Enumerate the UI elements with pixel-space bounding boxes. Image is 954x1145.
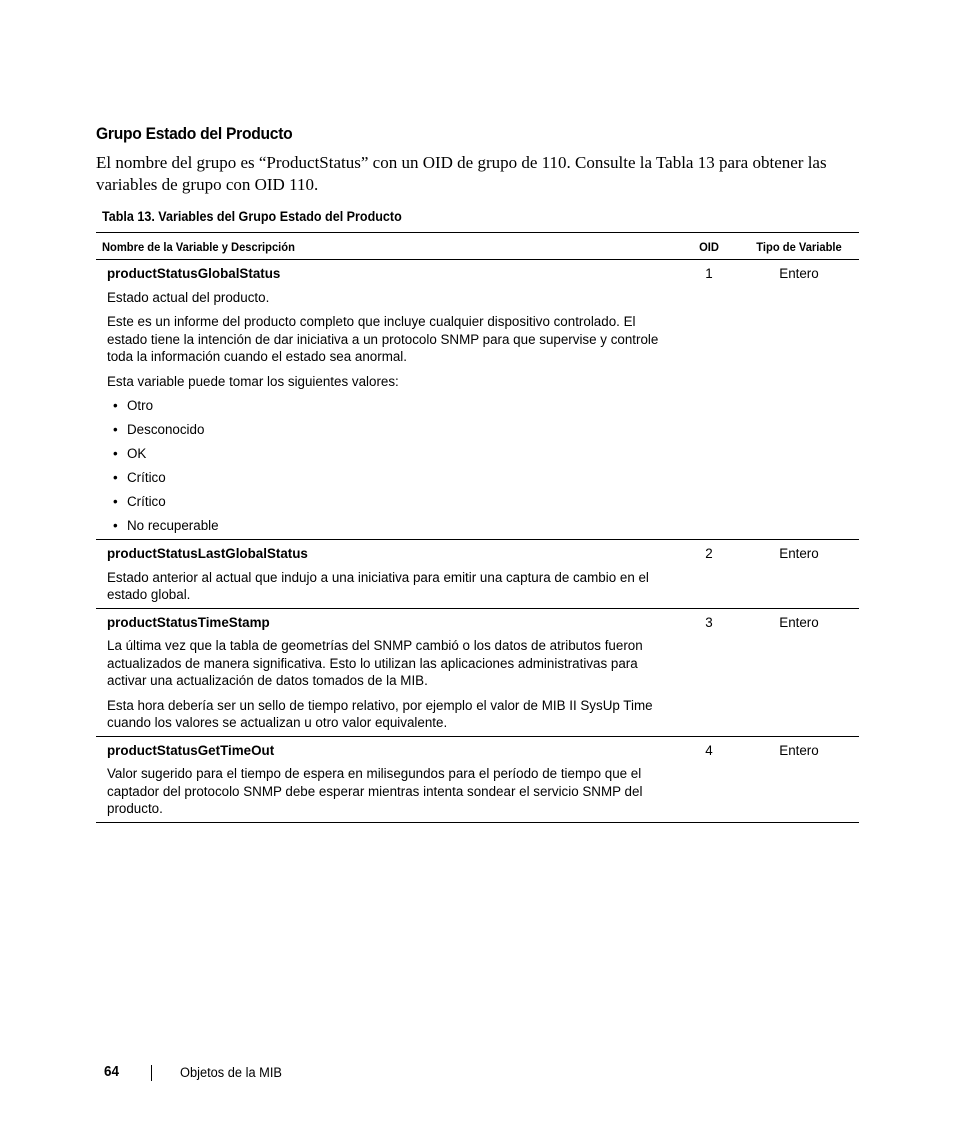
description-paragraph: Estado anterior al actual que indujo a una iniciativa para emitir una captura de cambio en el estado global. xyxy=(107,569,649,602)
row-oid: 2 xyxy=(705,546,713,561)
row-description xyxy=(107,265,667,535)
table-row xyxy=(96,540,859,609)
variables-table xyxy=(96,232,859,823)
list-item: • No recuperable xyxy=(107,517,667,535)
page-number: 64 xyxy=(104,1063,120,1080)
row-description xyxy=(107,742,667,818)
variable-name: productStatusTimeStamp xyxy=(107,614,270,630)
header-oid: OID xyxy=(699,240,719,254)
list-item: • Desconocido xyxy=(107,421,667,445)
row-type: Entero xyxy=(779,546,819,561)
description-paragraph: Este es un informe del producto completo que incluye cualquier dispositivo controlado. El estado tiene la intención de dar iniciativa a un protocolo SNMP para que supervise y controle toda la información cuando el estado sea anormal. xyxy=(107,314,659,364)
description-paragraph: Estado actual del producto. xyxy=(107,289,270,305)
table-row xyxy=(96,260,859,540)
variable-name: productStatusGlobalStatus xyxy=(107,266,281,281)
variable-name: productStatusGetTimeOut xyxy=(107,742,275,758)
list-item: • Crítico xyxy=(107,493,667,517)
list-item: • Otro xyxy=(107,397,667,421)
variable-name: productStatusLastGlobalStatus xyxy=(107,546,308,561)
footer-divider xyxy=(151,1065,152,1081)
row-description xyxy=(107,614,667,732)
list-item: • Crítico xyxy=(107,469,667,493)
description-paragraph: Esta variable puede tomar los siguientes valores: xyxy=(107,373,399,389)
table-row xyxy=(96,737,859,823)
row-type: Entero xyxy=(779,266,819,281)
row-type: Entero xyxy=(779,614,819,630)
table-row xyxy=(96,609,859,737)
intro-paragraph: El nombre del grupo es “ProductStatus” con un OID de grupo de 110. Consulte la Tabla 13 para obtener las variables de grupo con OID 110. xyxy=(96,153,827,194)
header-name: Nombre de la Variable y Descripción xyxy=(102,240,295,254)
description-paragraph: Valor sugerido para el tiempo de espera en milisegundos para el período de tiempo que el captador del protocolo SNMP debe esperar mientras intenta sondear el servicio SNMP del producto. xyxy=(107,766,643,816)
row-type: Entero xyxy=(779,742,819,758)
chapter-title: Objetos de la MIB xyxy=(180,1065,282,1080)
table-header xyxy=(96,233,859,260)
list-item: • OK xyxy=(107,445,667,469)
table-caption: Tabla 13. Variables del Grupo Estado del Producto xyxy=(102,209,402,224)
row-oid: 1 xyxy=(705,266,713,281)
row-oid: 4 xyxy=(705,742,713,758)
row-description xyxy=(107,545,667,604)
values-list xyxy=(107,397,667,535)
description-paragraph: La última vez que la tabla de geometrías del SNMP cambió o los datos de atributos fueron actualizados de manera significativa. Esto lo utilizan las aplicaciones administrativas para activar una actualización de datos tomados de la MIB. xyxy=(107,638,643,688)
section-title: Grupo Estado del Producto xyxy=(96,124,293,143)
header-type: Tipo de Variable xyxy=(756,240,842,254)
description-paragraph: Esta hora debería ser un sello de tiempo relativo, por ejemplo el valor de MIB II SysUp Time cuando los valores se actualizan u otro valor equivalente. xyxy=(107,697,653,730)
row-oid: 3 xyxy=(705,614,713,630)
